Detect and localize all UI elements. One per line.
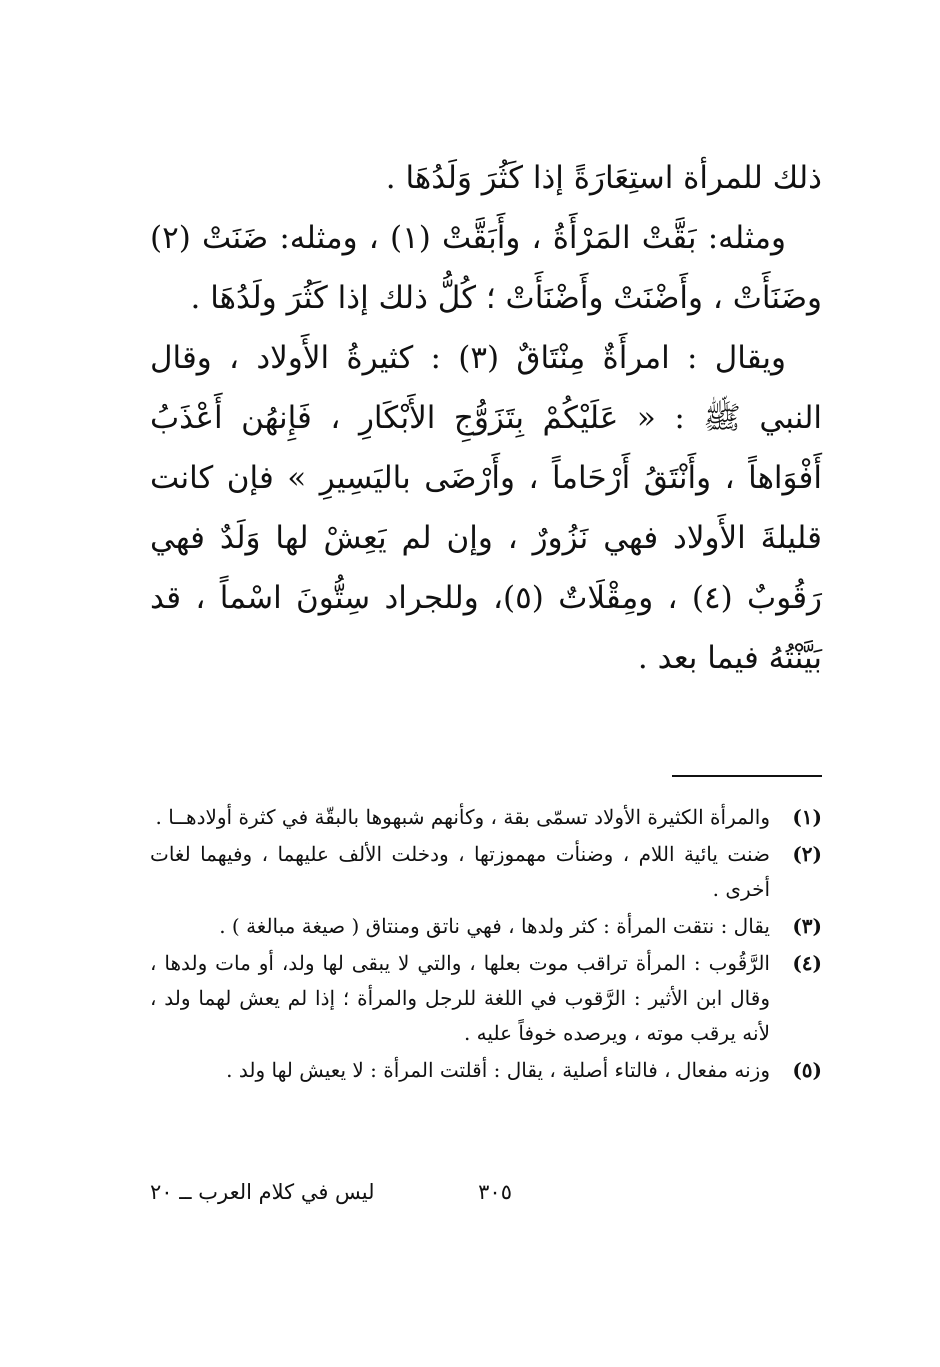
footnote-text: الرَّقُوب : المرأة تراقب موت بعلها ، والتي لا يبقى لها ولد، أو مات ولدها ، وقال ابن الأثير : الرَّقوب في اللغة للرجل والمرأة ؛ إذا لم يعش لهما ولد ، لأنه يرقب موته ، ويرصده خوفاً عليه . [150, 951, 770, 1045]
footnote-number: (٥) [792, 1058, 822, 1082]
footnote-2 [150, 837, 822, 907]
footnote-text: يقال : نتقت المرأة : كثر ولدها ، فهي ناتق ومنتاق ( صيغة مبالغة ) . [219, 914, 770, 938]
footnote-text: وزنه مفعال ، فالتاء أصلية ، يقال : أقلتت المرأة : لا يعيش لها ولد . [226, 1058, 770, 1082]
footnote-1 [150, 800, 822, 835]
footnote-text: ضنت يائية اللام ، وضنأت مهموزتها ، ودخلت الألف عليهما ، وفيهما لغات أخرى . [150, 842, 770, 901]
footnote-number: (٢) [792, 842, 822, 866]
footnote-separator [672, 775, 822, 777]
paragraph-3: ويقال : امرأَةٌ مِنْتَاقٌ (٣) : كثيرةُ الأَولاد ، وقال النبي ﷺ : « عَلَيْكُمْ بِتَزَوُّجِ الأَبْكَارِ ، فَإِنهُن أَعْذَبُ أَفْوَاهاً ، وأَنْتَقُ أَرْحَاماً ، وأَرْضَى باليَسِيرِ » فإن كانت قليلةَ الأَولاد فهي نَزُورٌ ، وإن لم يَعِشْ لها وَلَدٌ فهي رَقُوبٌ (٤) ، ومِقْلَاتٌ (٥)، وللجراد سِتُّونَ اسْماً ، قد بَيَّنْتُهُ فيما بعد . [150, 340, 823, 676]
footnote-3 [150, 909, 822, 944]
page-footer [150, 1180, 822, 1216]
footnote-number: (٣) [792, 914, 822, 938]
footnote-text: والمرأة الكثيرة الأولاد تسمّى بقة ، وكأنهم شبهوها بالبقّة في كثرة أولادهــا . [155, 805, 770, 829]
footnotes [150, 800, 822, 1090]
main-text [150, 148, 822, 688]
footnote-number: (١) [792, 805, 822, 829]
footnote-number: (٤) [792, 951, 822, 975]
page-number: ٣٠٥ [478, 1180, 512, 1204]
paragraph-2: ومثله: بَقَّتْ المَرْأَةُ ، وأَبَقَّتْ (١) ، ومثله: ضَنَتْ (٢) وضَنَأَتْ ، وأَضْنَتْ وأَضْنَأَتْ ؛ كُلُّ ذلك إذا كَثُرَ ولَدُهَا . [150, 220, 822, 316]
paragraph-1: ذلك للمرأة استِعَارَةً إذا كَثُرَ وَلَدُهَا . [385, 160, 822, 196]
footnote-5 [150, 1053, 822, 1088]
footnote-4 [150, 946, 822, 1051]
running-title: ليس في كلام العرب ــ ٢٠ [150, 1180, 375, 1204]
